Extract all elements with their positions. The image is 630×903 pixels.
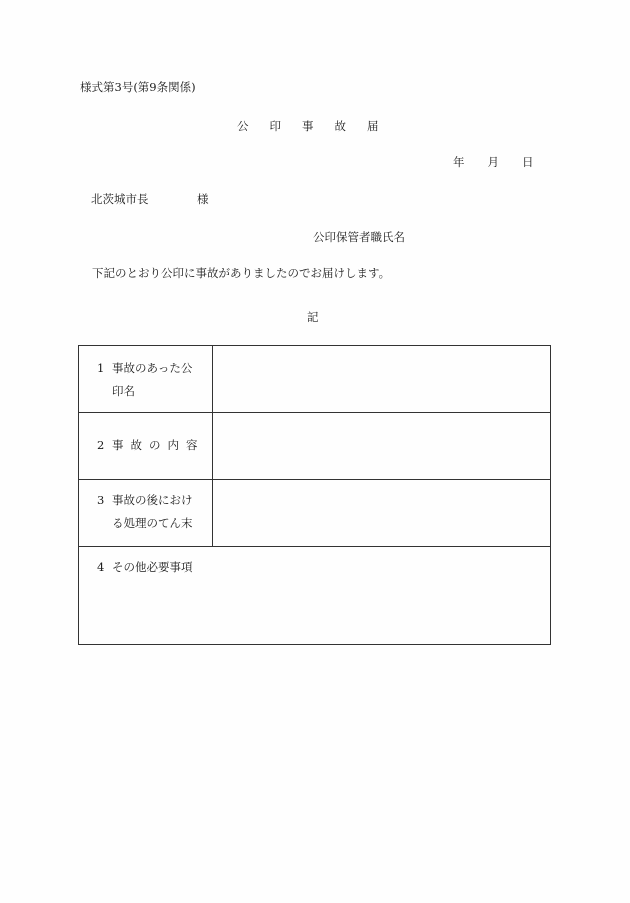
date-line [453,157,534,169]
item-label-line1: 事故のあった公 [112,361,193,375]
label-char: 事 [112,438,124,452]
label-char: の [149,438,161,452]
addressee: 北茨城市長 [91,192,149,206]
table-row [79,480,551,547]
table-row [79,346,551,413]
item-value-cell[interactable] [213,346,551,413]
item-value-cell[interactable] [213,413,551,480]
date-month: 月 [487,155,499,169]
item-label-line2: 印名 [112,384,135,398]
ki-heading: 記 [307,310,319,324]
item-label-cell [79,413,213,480]
date-day: 日 [522,155,534,169]
stamp-keeper-name-label: 公印保管者職氏名 [313,230,405,244]
item-label-line2: る処理のてん末 [112,516,193,530]
item-number: 3 [97,493,105,507]
item-label-cell [79,346,213,413]
title-char: 届 [367,119,379,133]
honorific: 様 [197,192,209,206]
title-char: 公 [237,119,249,133]
item-label-line1: 事故の後におけ [112,493,193,507]
label-char: 容 [186,438,198,452]
item-label-line1 [112,440,198,452]
item-full-cell[interactable] [79,547,551,645]
document-title [237,121,379,133]
table-row [79,547,551,645]
item-value-cell[interactable] [213,480,551,547]
item-label-cell [79,480,213,547]
details-table [78,345,551,645]
item-label-line1: その他必要事項 [112,560,193,574]
title-char: 事 [302,119,314,133]
title-char: 印 [269,119,281,133]
form-number: 様式第3号(第9条関係) [80,80,196,94]
label-char: 内 [167,438,179,452]
item-number: 4 [97,560,105,574]
item-number: 1 [97,361,105,375]
date-year: 年 [453,155,465,169]
label-char: 故 [130,438,142,452]
table-row [79,413,551,480]
item-number: 2 [97,438,105,452]
title-char: 故 [334,119,346,133]
notice-text: 下記のとおり公印に事故がありましたのでお届けします。 [92,266,391,280]
